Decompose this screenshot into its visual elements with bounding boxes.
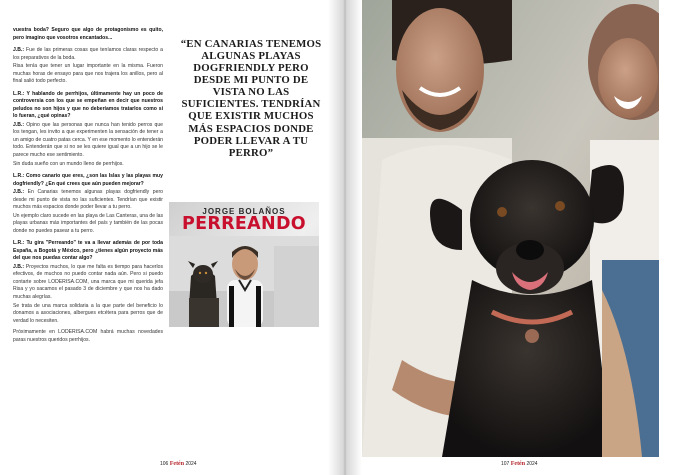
answer-text: Proyectos muchos, lo que me falta es tiempo para hacerlos efectivos, de muchos no puedo contar nada aún. Pero si puedo contarte sobre LODERISA.COM, una marca que mi querida jefa Risa y yo sacamos el pasado 3 de diciembre y que nos ha dado muchas alegrías. (13, 263, 163, 300)
interview-column (13, 27, 163, 349)
question-text: Como canario que eres, ¿son las Islas y las playas muy dogfriendly? ¿En qué crees que aún pueden mejorar? (13, 173, 163, 187)
question-label: L.R.: (13, 240, 25, 247)
couple-with-dog-photo (362, 0, 659, 457)
right-folio (501, 461, 538, 467)
poster-artist-name: JORGE BOLAÑOS (202, 207, 286, 216)
answer-text: Opino que las personas que nunca han tenido perros que los tengan, les invito a que experimenten la sensación de tener a un amigo de cuatro patas cerca. Y en ese momento lo entenderán todo. Entenderán que si no se les quiere igual que a un hijo se le parece mucho ese sentimiento. (13, 121, 163, 158)
answer-label: J.B.: (13, 189, 25, 196)
intro-question: vuestra boda? Seguro que algo de protagonismo es quito, pero imagino que vosotros encantados... (13, 27, 163, 41)
question-4 (13, 240, 163, 263)
answer-4-closing: Próximamente en LODERISA.COM habrá muchas novedades paras nuestros queridos perrhijos. (13, 329, 163, 343)
answer-label: J.B.: (13, 47, 25, 54)
poster-show-title: PERREANDO (182, 214, 306, 234)
photo-illustration (362, 0, 659, 457)
page-gutter (328, 0, 362, 475)
answer-label: J.B.: (13, 263, 25, 270)
folio-year: 2024 (185, 461, 197, 467)
answer-text: Fue de las primeras cosas que teníamos claras respecto a los preparativos de la boda. (13, 47, 163, 61)
question-text: Tu gira "Perreando" te va a llevar además de por toda España, a Bogotá y México, pero ¿tienes algún proyecto más del que nos puedas contar algo? (13, 240, 163, 262)
question-2 (13, 91, 163, 121)
answer-4-continued: Se trata de una marca solidaria a la que parte del beneficio lo donamos a asociaciones, albergues etcétera para perros que de verdad lo necesiten. (13, 302, 163, 324)
question-label: L.R.: (13, 90, 25, 97)
answer-4 (13, 264, 163, 302)
answer-2 (13, 122, 163, 160)
answer-1-continued: Risa tenía que tener un lugar importante en la misma. Fueron muchas horas de ensayo para que nos trajera los anillos, pero al final salió todo perfecto. (13, 63, 163, 85)
answer-3-continued: Un ejemplo claro sucede en las playa de Las Canteras, una de las playas urbanas más importantes del país y también de las pocas donde no puedes pasear a tu perro. (13, 212, 163, 234)
pull-quote: “EN CANARIAS TENEMOS ALGUNAS PLAYAS DOGFRIENDLY PERO DESDE MI PUNTO DE VISTA NO LAS SUFICIENTES. TENDRÍAN QUE EXISTIR MUCHOS MÁS ESPACIOS DONDE PODER LLEVAR A TU PERRO” (180, 38, 322, 159)
question-3 (13, 173, 163, 188)
left-page (0, 0, 336, 475)
poster-illustration (169, 236, 319, 327)
question-label: L.R.: (13, 173, 25, 180)
answer-2-continued: Sin duda sueño con un mundo lleno de perrhijos. (13, 160, 124, 167)
tour-poster (169, 202, 319, 327)
magazine-logo: Fetén (510, 461, 526, 467)
answer-1 (13, 47, 163, 62)
answer-label: J.B.: (13, 121, 25, 128)
left-folio (160, 461, 197, 467)
answer-text: En Canarias tenemos algunas playas dogfriendly pero desde mi punto de vista no las suficientes. Tendrían que existir muchos más espacios donde poder llevar a tu perro. (13, 189, 163, 211)
answer-3 (13, 189, 163, 212)
page-number: 107 (501, 461, 510, 467)
page-number: 106 (160, 461, 169, 467)
question-text: Y hablando de perrhijos, últimamente hay un poco de controversia con los que se empeñan en decir que nuestros peludos no son hijos y que no deberíamos tratarlos como si lo fueran, ¿qué opinas? (13, 90, 163, 120)
magazine-logo: Fetén (169, 461, 185, 467)
folio-year: 2024 (526, 461, 538, 467)
right-page (344, 0, 677, 475)
